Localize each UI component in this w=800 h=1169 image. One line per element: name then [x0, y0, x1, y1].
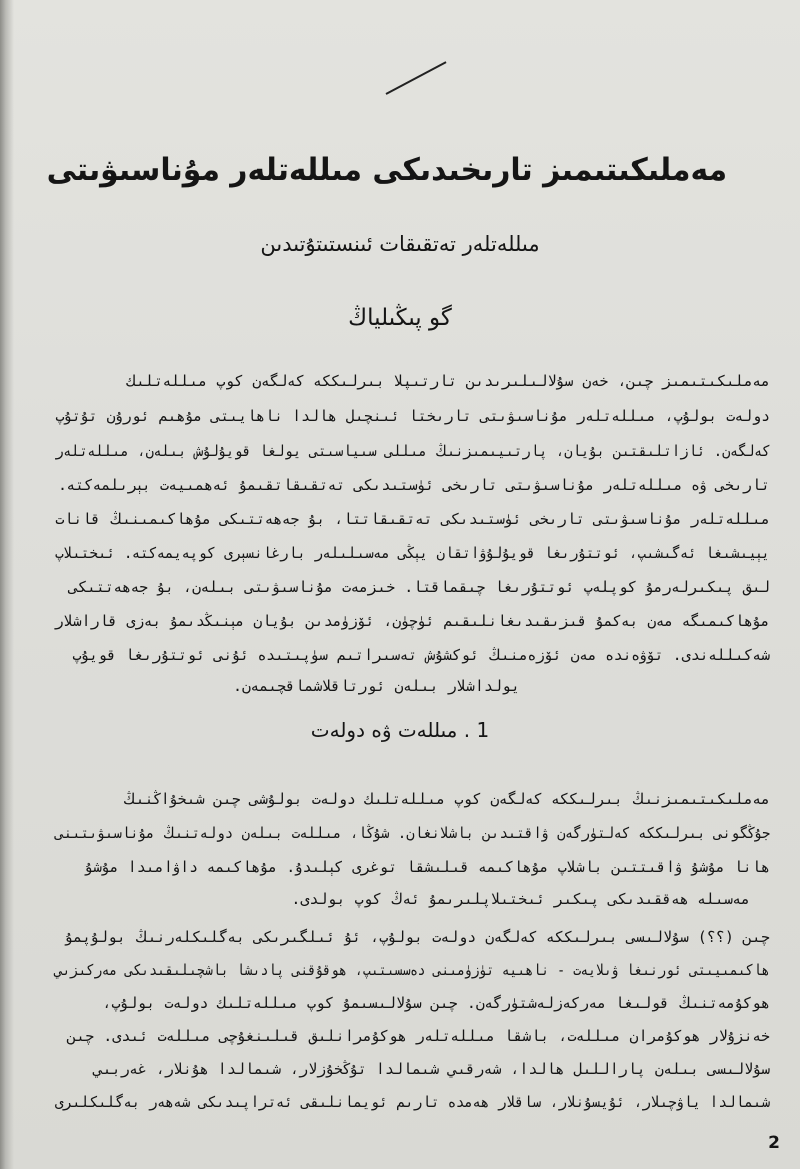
page-edge-shadow [0, 0, 14, 1169]
paragraph-qin-dynasty [55, 928, 770, 1128]
section-heading: 1 . مىللەت ۋە دولەت [310, 718, 490, 742]
text-line: جۇڭگونى بىرلىككە كەلتۈرگەن ۋاقتىدىن باشلانغان. شۇڭا، مىللەت بىلەن دولەتنىڭ مۇناسىۋىتىنى [54, 824, 770, 842]
author-byline: گو پىڭىلياڭ [348, 305, 452, 331]
text-line: يولداشلار بىلەن ئورتاقلاشماقچىمەن. [232, 677, 520, 695]
document-subtitle: مىللەتلەر تەتقىقات ئىنستىتۇتىدىن [260, 232, 540, 256]
text-line: مەسىلە ھەققىدىكى پىكىر ئىختىلاپلىرىمۇ ئەڭ كوپ بولدى. [291, 890, 750, 908]
text-line: خەنزۇلار ھوكۇمران مىللەت، باشقا مىللەتلەر ھوكۇمرانلىق قىلىنغۇچى مىللەت ئىدى. چىن [67, 1027, 770, 1045]
text-line: شەكىللەندى. تۆۋەندە مەن ئۆزەمنىڭ ئوكشۇش تەسىراتىم سۈپىتىدە ئۇنى ئوتتۇرىغا قويۇپ [72, 646, 770, 664]
text-line: دولەت بولۇپ، مىللەتلەر مۇناسىۋىتى تارىختا ئىنچىل ھالدا ناھايىتى مۇھىم ئورۇن تۇتۇپ [55, 407, 770, 425]
paragraph-intro [54, 372, 770, 695]
text-line: ھوكۇمەتنىڭ قولىغا مەركەزلەشتۈرگەن. چىن سۇلالىسىمۇ كوپ مىللەتلىك دولەت بولۇپ، [102, 994, 770, 1012]
page-number: 2 [768, 1133, 780, 1153]
text-line: يېيىشىغا ئەگىشىپ، ئوتتۇرىغا قويۇلۇۋاتقان يېڭى مەسىلىلەر بارغانسېرى كوپەيمەكتە. ئىختىلاپ [55, 544, 770, 562]
text-line: لىق پىكىرلەرمۇ كوپلەپ ئوتتۇرىغا چىقماقتا. خىزمەت مۇناسىۋىتى بىلەن، بۇ جەھەتتىكى [68, 578, 770, 596]
text-line: مۇھاكىمىگە مەن بەكمۇ قىزىقىدىغانلىقىم ئۈچۈن، ئۆزۈمدىن بۇيان مېنىڭدىمۇ بەزى قاراشلار [55, 612, 770, 630]
text-line: چىن (؟؟) سۇلالىسى بىرلىككە كەلگەن دولەت بولۇپ، ئۇ ئىلگىرىكى بەگلىكلەرنىڭ بولۇپمۇ [65, 928, 770, 946]
text-line: شىمالدا ياۋچىلار، ئۇيسۇنلار، ساقلار ھەمدە تارىم ئويمانلىقى ئەتراپىدىكى شەھەر بەگلىكلىرى [54, 1093, 770, 1111]
pen-mark [386, 61, 447, 95]
text-line: كەلگەن. ئازاتلىقتىن بۇيان، پارتىيىمىزنىڭ مىللى سىياسىتى يولغا قويۇلۇش بىلەن، مىللەتلەر [54, 442, 770, 460]
text-line: ھانا مۇشۇ ۋاقىتتىن باشلاپ مۇھاكىمە قىلىشقا توغرى كېلىدۇ. مۇھاكىمە داۋامىدا مۇشۇ [85, 858, 770, 876]
text-line: مەملىكىتىمىز چىن، خەن سۇلالىلىرىدىن تارتىپلا بىرلىككە كەلگەن كوپ مىللەتلىك [126, 372, 770, 390]
paragraph-nation-state [55, 790, 770, 920]
text-line: مەملىكىتىمىزنىڭ بىرلىككە كەلگەن كوپ مىللەتلىك دولەت بولۇشى چىن شىخۇاڭنىڭ [122, 790, 770, 808]
text-line: مىللەتلەر مۇناسىۋىتى تارىخى ئۈستىدىكى تەتقىقاتتا، بۇ جەھەتتىكى مۇھاكىمىنىڭ قانات [55, 510, 770, 528]
document-title: مەملىكىتىمىز تارىخىدىكى مىللەتلەر مۇناسىۋىتى [46, 152, 728, 188]
text-line: ھاكىمىيىتى ئورنىغا ۋىلايەت - ناھىيە تۈزۈمىنى دەسسىتىپ، ھوقۇقنى پادىشا باشچىلىقىدىكى مەركىزىي [55, 961, 770, 979]
text-line: سۇلالىسى بىلەن پاراللىل ھالدا، شەرقىي شىمالدا تۇڭخۇزلار، شىمالدا ھۇنلار، غەربىي [93, 1060, 770, 1078]
text-line: تارىخى ۋە مىللەتلەر مۇناسىۋىتى تارىخى ئۈستىدىكى تەتقىقاتقىمۇ ئەھمىيەت بېرىلمەكتە. [58, 476, 770, 494]
